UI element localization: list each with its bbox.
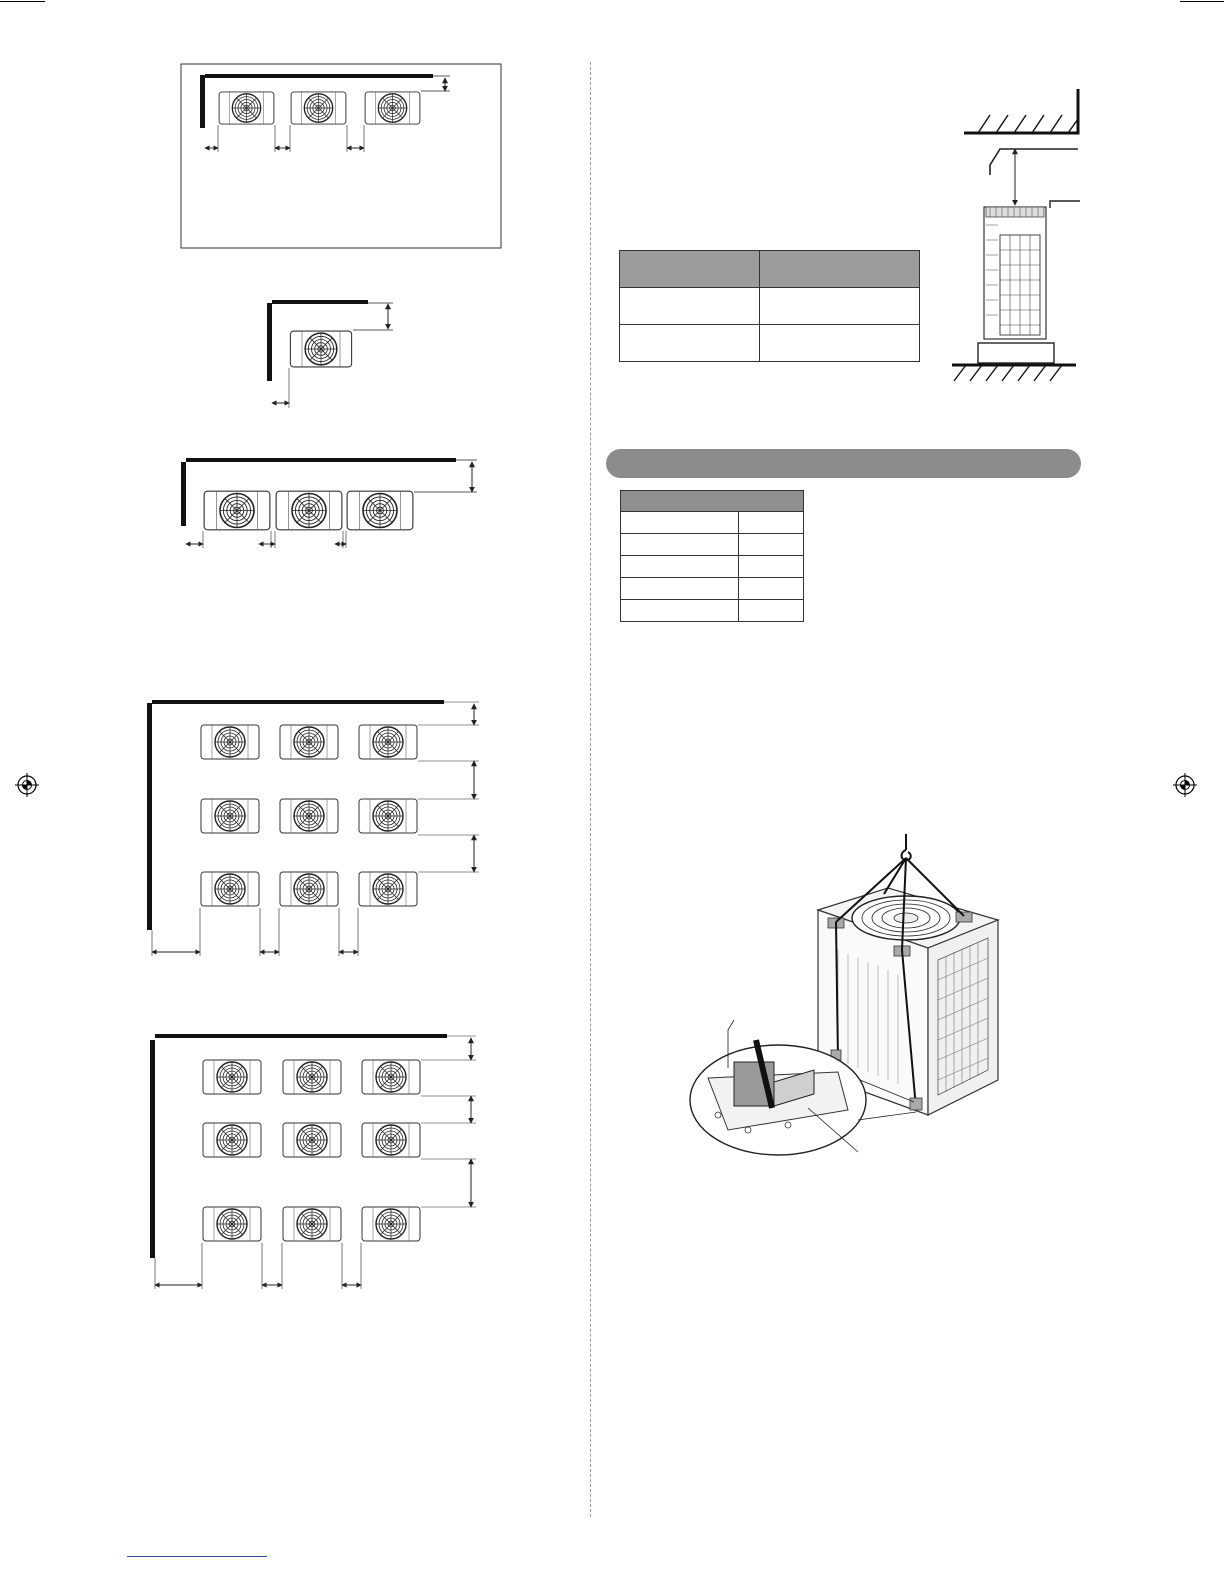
column-divider (590, 62, 591, 1517)
table-cell (739, 600, 804, 622)
table-cell (621, 578, 739, 600)
table-cell (620, 288, 760, 325)
fan-unit-icon (362, 1123, 420, 1157)
table-row (621, 512, 804, 534)
fan-unit-icon (219, 92, 274, 124)
fan-unit-icon (280, 725, 338, 759)
fan-unit-icon (362, 1207, 420, 1241)
weight-table (620, 490, 804, 622)
fan-unit-icon (359, 872, 417, 906)
figure-row-side-by-side (181, 64, 501, 248)
table-row (621, 556, 804, 578)
installation-space-figures (0, 0, 590, 1320)
table-cell (621, 512, 739, 534)
table-cell (739, 578, 804, 600)
fan-unit-icon (290, 331, 351, 367)
fan-unit-icon (201, 725, 259, 759)
fan-unit-icon (291, 92, 346, 124)
clearance-table (619, 250, 920, 362)
fan-unit-icon (283, 1123, 341, 1157)
table-row (620, 288, 920, 325)
table-cell (739, 556, 804, 578)
footer-rule (127, 1556, 267, 1557)
table-cell (621, 534, 739, 556)
table-cell (621, 600, 739, 622)
table-cell (739, 534, 804, 556)
table-cell (760, 288, 920, 325)
fan-unit-icon (203, 1207, 261, 1241)
fan-unit-icon (362, 1060, 420, 1094)
fan-unit-icon (347, 491, 413, 530)
registration-mark-icon (1173, 773, 1197, 797)
fan-unit-icon (201, 872, 259, 906)
table-cell (760, 325, 920, 362)
section-banner (606, 449, 1081, 478)
fan-unit-icon (280, 799, 338, 833)
table-cell (621, 556, 739, 578)
fan-unit-icon (365, 92, 420, 124)
figure-single-unit (267, 300, 393, 408)
fan-unit-icon (201, 799, 259, 833)
fan-unit-icon (203, 1123, 261, 1157)
fan-unit-icon (283, 1060, 341, 1094)
figure-grid-3x3-a (147, 700, 479, 956)
figure-three-units-row (181, 458, 477, 548)
fan-unit-icon (276, 491, 342, 530)
fan-unit-icon (359, 725, 417, 759)
table-row (621, 600, 804, 622)
crop-mark-top-right (1180, 1, 1224, 2)
fan-unit-icon (204, 491, 270, 530)
table-header-row (621, 491, 804, 512)
table-header-cell (621, 491, 804, 512)
table-cell (620, 325, 760, 362)
lifting-hook-icon (902, 834, 911, 860)
table-row (620, 325, 920, 362)
unit-ceiling-clearance-figure (950, 85, 1082, 385)
table-cell (739, 512, 804, 534)
fan-unit-icon (203, 1060, 261, 1094)
table-header-row (620, 251, 920, 288)
fan-unit-icon (359, 799, 417, 833)
fan-unit-icon (283, 1207, 341, 1241)
figure-grid-3x3-b (150, 1034, 476, 1289)
table-header-cell (760, 251, 920, 288)
table-header-cell (620, 251, 760, 288)
lifting-illustration (688, 830, 1008, 1160)
table-row (621, 578, 804, 600)
table-row (621, 534, 804, 556)
fan-unit-icon (280, 872, 338, 906)
